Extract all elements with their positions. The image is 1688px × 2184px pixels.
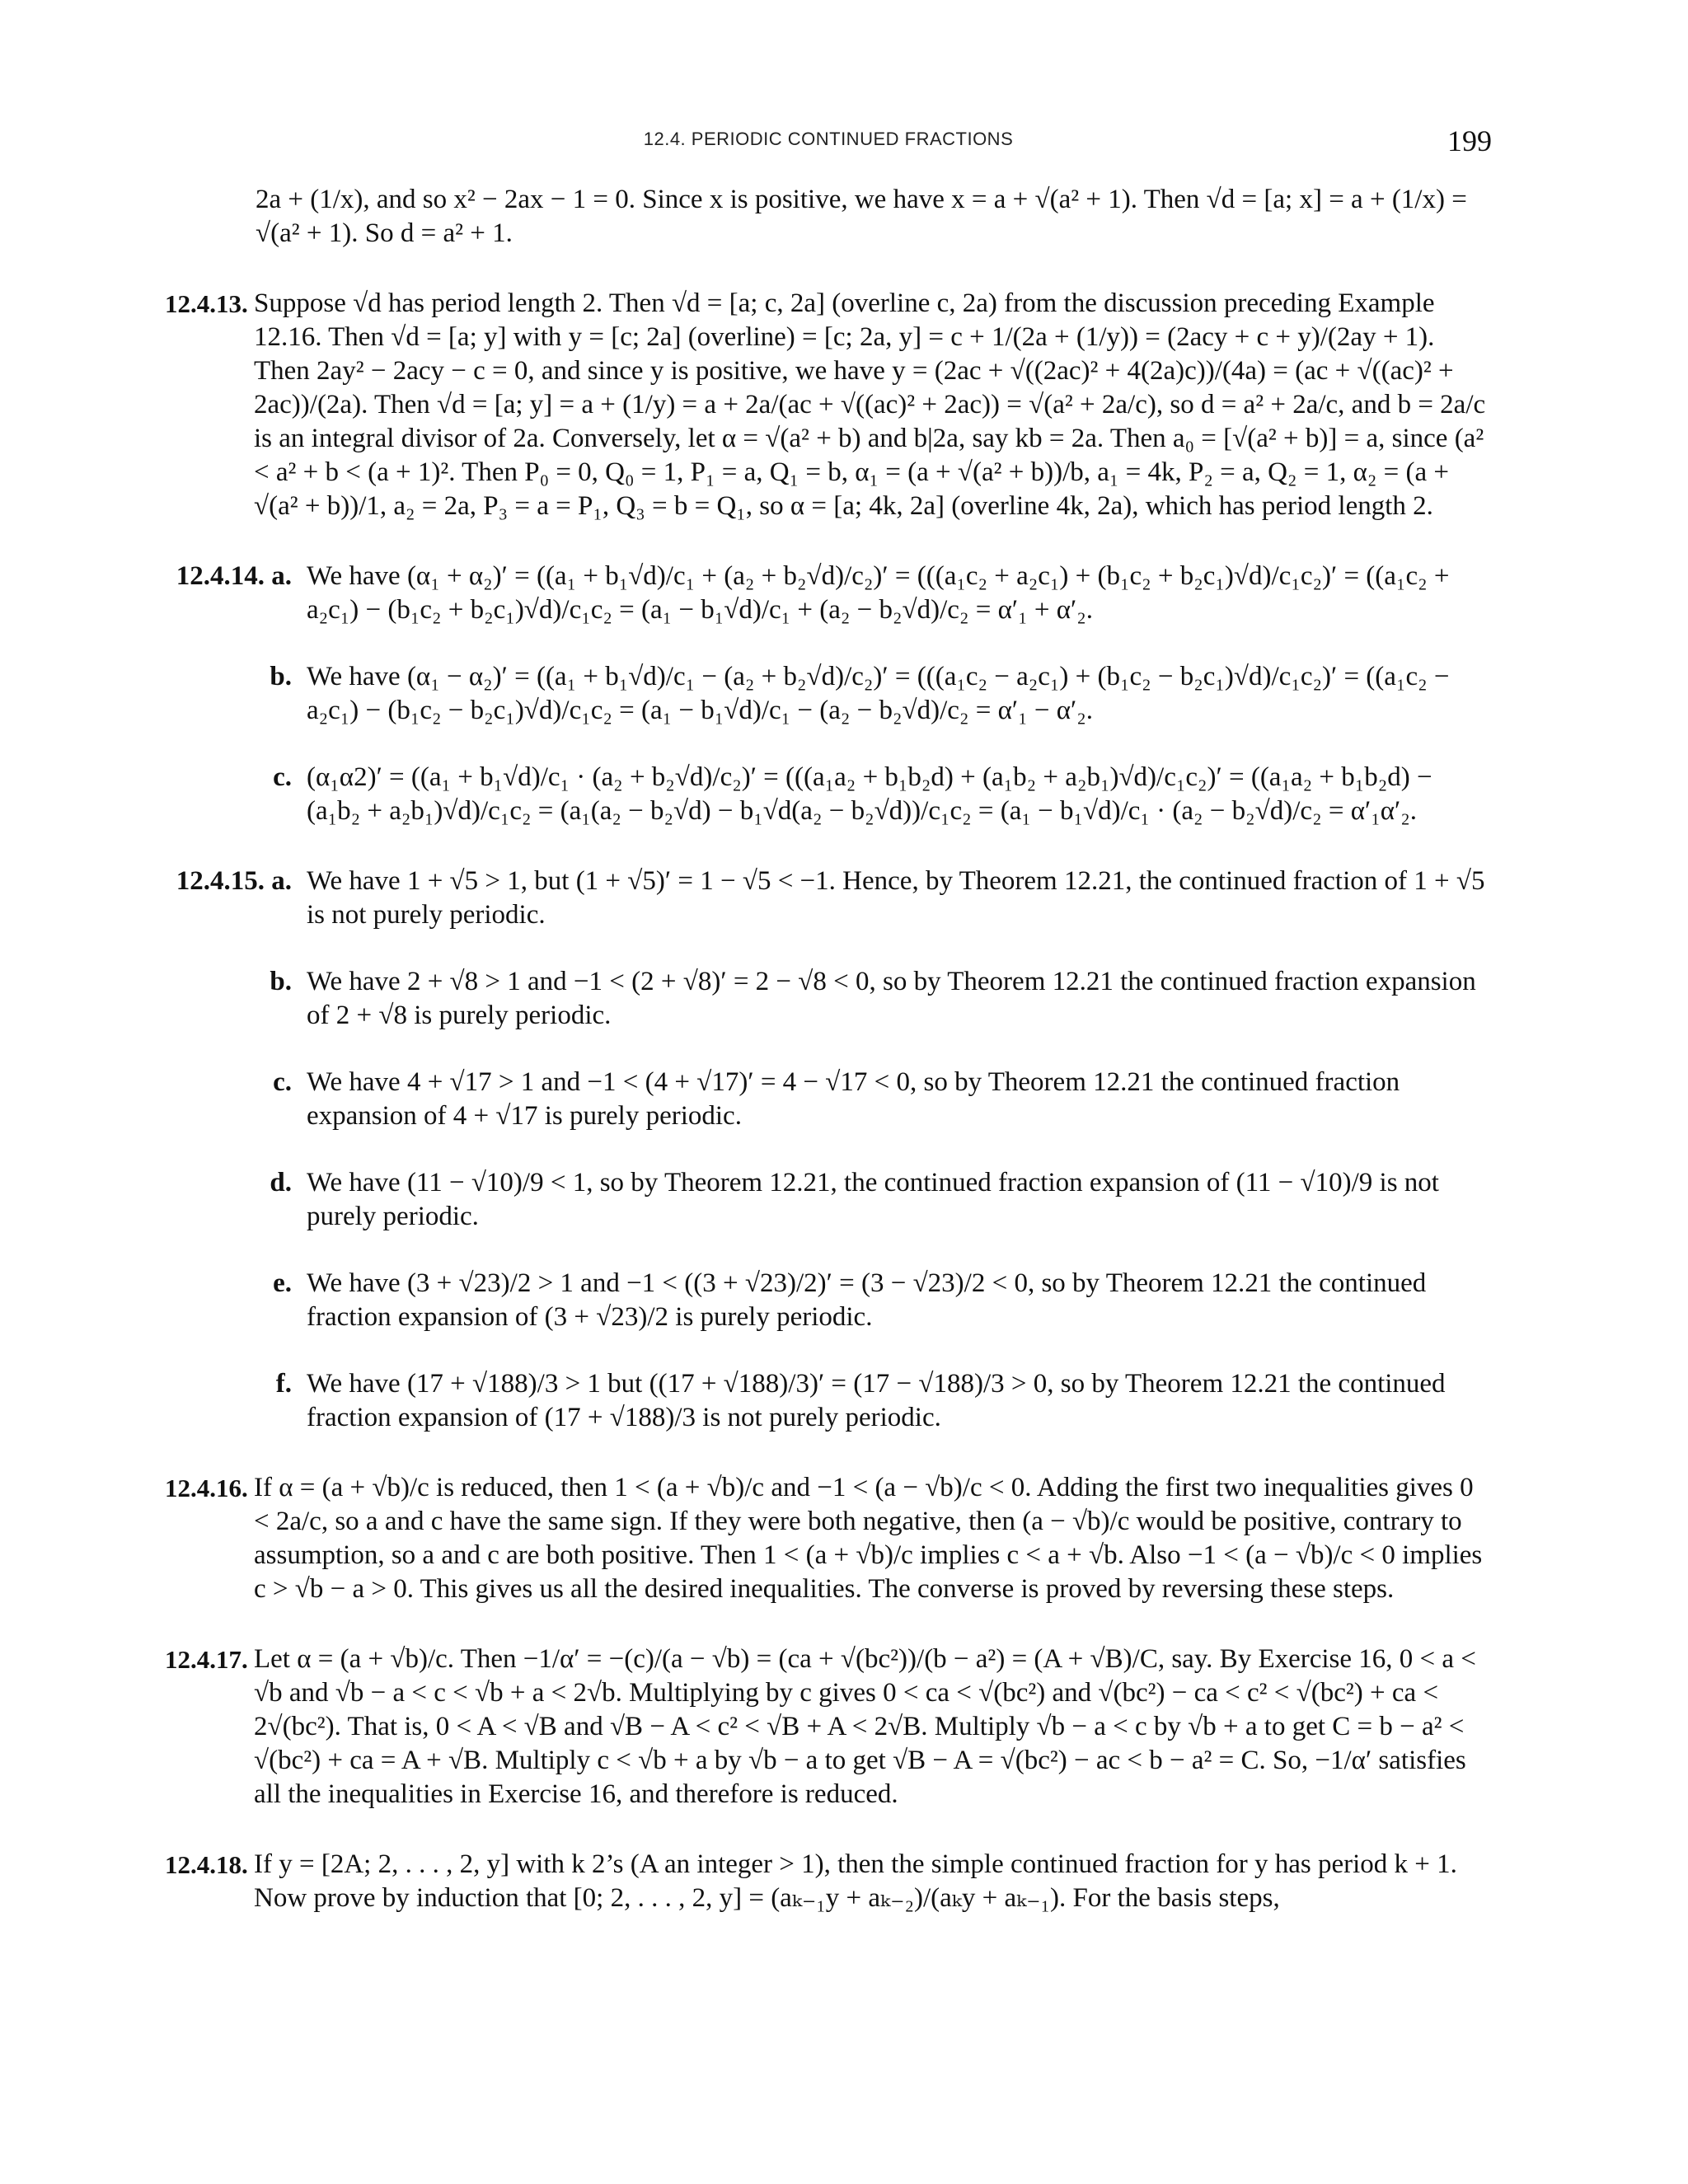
- continuation-paragraph: 2a + (1/x), and so x² − 2ax − 1 = 0. Since x is positive, we have x = a + √(a² + 1). Then √d = [a; x] = a + (1/x) = √(a² + 1). So d = a² + 1.: [256, 185, 1467, 248]
- part-text: We have (3 + √23)/2 > 1 and −1 < ((3 + √23)/2)′ = (3 − √23)/2 < 0, so by Theorem 12.21 the continued fraction expansion of (3 + √23)/2 is purely periodic.: [307, 1268, 1427, 1332]
- exercise-text: Suppose √d has period length 2. Then √d = [a; c, 2a] (overline c, 2a) from the discussion preceding Example 12.16. Then √d = [a; y] with y = [c; 2a] (overline) = [c; 2a, y] = c + 1/(2a + (1/y)) = (2acy + c + y)/(2ay + 1). Then 2ay² − 2acy − c = 0, and since y is positive, we have y = (2ac + √((2ac)² + 4(2a)c))/(4a) = (ac + √((ac)² + 2ac))/(2a). Then √d = [a; y] = a + (1/y) = a + 2a/(ac + √((ac)² + 2ac)) = √(a² + 2a/c), so d = a² + 2a/c, and b = 2a/c is an integral divisor of 2a. Conversely, let α = √(a² + b) and b|2a, say kb = 2a. Then a₀ = [√(a² + b)] = a, since (a² < a² + b < (a + 1)². Then P₀ = 0, Q₀ = 1, P₁ = a, Q₁ = b, α₁ = (a + √(a² + b))/b, a₁ = 4k, P₂ = a, Q₂ = 1, α₂ = (a + √(a² + b))/1, a₂ = 2a, P₃ = a = P₁, Q₃ = b = Q₁, so α = [a; 4k, 2a] (overline 4k, 2a), which has period length 2.: [254, 288, 1486, 521]
- exercise-number: 12.4.16.: [165, 1474, 248, 1502]
- part-text: (α₁α2)′ = ((a₁ + b₁√d)/c₁ · (a₂ + b₂√d)/c₂)′ = (((a₁a₂ + b₁b₂d) + (a₁b₂ + a₂b₁)√d)/c₁c₂)′ = ((a₁a₂ + b₁b₂d) − (a₁b₂ + a₂b₁)√d)/c₁c₂ = (a₁(a₂ − b₂√d) − b₁√d(a₂ − b₂√d))/c₁c₂ = (a₁ − b₁√d)/c₁ · (a₂ − b₂√d)/c₂ = α′₁α′₂.: [307, 762, 1432, 826]
- part-label: c.: [273, 1067, 292, 1097]
- page-number: 199: [1447, 124, 1492, 157]
- part-text: We have 1 + √5 > 1, but (1 + √5)′ = 1 − √5 < −1. Hence, by Theorem 12.21, the continued fraction of 1 + √5 is not purely periodic.: [307, 866, 1485, 930]
- exercise-12-4-16: [165, 1471, 1492, 1606]
- part-label: a.: [271, 561, 292, 591]
- part-text: We have 4 + √17 > 1 and −1 < (4 + √17)′ = 4 − √17 < 0, so by Theorem 12.21 the continued fraction expansion of 4 + √17 is purely periodic.: [307, 1067, 1400, 1131]
- part-text: We have (α₁ − α₂)′ = ((a₁ + b₁√d)/c₁ − (a₂ + b₂√d)/c₂)′ = (((a₁c₂ − a₂c₁) + (b₁c₂ − b₂c₁)√d)/c₁c₂)′ = ((a₁c₂ − a₂c₁) − (b₁c₂ − b₂c₁)√d)/c₁c₂ = (a₁ − b₁√d)/c₁ − (a₂ − b₂√d)/c₂ = α′₁ − α′₂.: [307, 662, 1450, 725]
- part-text: We have (α₁ + α₂)′ = ((a₁ + b₁√d)/c₁ + (a₂ + b₂√d)/c₂)′ = (((a₁c₂ + a₂c₁) + (b₁c₂ + b₂c₁)√d)/c₁c₂)′ = ((a₁c₂ + a₂c₁) − (b₁c₂ + b₂c₁)√d)/c₁c₂ = (a₁ − b₁√d)/c₁ + (a₂ − b₂√d)/c₂ = α′₁ + α′₂.: [307, 561, 1450, 625]
- exercise-number: 12.4.18.: [165, 1850, 248, 1879]
- exercise-12-4-14: [165, 560, 1492, 828]
- part-label: b.: [270, 662, 292, 691]
- exercise-number: 12.4.17.: [165, 1645, 248, 1674]
- exercise-part-a: [165, 865, 1492, 932]
- exercise-part-c: [165, 1066, 1492, 1133]
- exercise-part-b: [165, 660, 1492, 728]
- running-head: 12.4. PERIODIC CONTINUED FRACTIONS: [643, 129, 1014, 149]
- exercise-text: If α = (a + √b)/c is reduced, then 1 < (a + √b)/c and −1 < (a − √b)/c < 0. Adding the first two inequalities gives 0 < 2a/c, so a and c have the same sign. If they were both negative, then (a − √b)/c would be positive, contrary to assumption, so a and c are both positive. Then 1 < (a + √b)/c implies c < a + √b. Also −1 < (a − √b)/c < 0 implies c > √b − a > 0. This gives us all the desired inequalities. The converse is proved by reversing these steps.: [254, 1473, 1483, 1604]
- exercise-part-c: [165, 761, 1492, 828]
- exercise-12-4-18: [165, 1848, 1492, 1915]
- exercise-part-e: [165, 1267, 1492, 1334]
- part-label: d.: [270, 1168, 292, 1197]
- part-label: a.: [271, 866, 292, 896]
- exercise-text: Let α = (a + √b)/c. Then −1/α′ = −(c)/(a − √b) = (ca + √(bc²))/(b − a²) = (A + √B)/C, say. By Exercise 16, 0 < a < √b and √b − a < c < √b + a < 2√b. Multiplying by c gives 0 < ca < √(bc²) and √(bc²) − ca < c² < √(bc²) + ca < 2√(bc²). That is, 0 < A < √B and √B − A < c² < √B + A < 2√B. Multiply √b − a < c by √b + a to get C = b − a² < √(bc²) + ca = A + √B. Multiply c < √b + a by √b − a to get √B − A = √(bc²) − ac < b − a² = C. So, −1/α′ satisfies all the inequalities in Exercise 16, and therefore is reduced.: [254, 1644, 1476, 1809]
- exercise-number: 12.4.13.: [165, 289, 248, 318]
- page-header: [165, 124, 1492, 165]
- part-text: We have (17 + √188)/3 > 1 but ((17 + √188)/3)′ = (17 − √188)/3 > 0, so by Theorem 12.21 the continued fraction expansion of (17 + √188)/3 is not purely periodic.: [307, 1369, 1446, 1432]
- part-label: e.: [273, 1268, 292, 1298]
- exercise-part-d: [165, 1166, 1492, 1234]
- exercise-part-b: [165, 965, 1492, 1033]
- part-text: We have 2 + √8 > 1 and −1 < (2 + √8)′ = 2 − √8 < 0, so by Theorem 12.21 the continued fraction expansion of 2 + √8 is purely periodic.: [307, 967, 1476, 1030]
- exercise-part-f: [165, 1367, 1492, 1435]
- exercise-12-4-15: [165, 865, 1492, 1435]
- exercise-number: 12.4.15.: [176, 866, 265, 896]
- exercise-12-4-17: [165, 1643, 1492, 1811]
- part-text: We have (11 − √10)/9 < 1, so by Theorem 12.21, the continued fraction expansion of (11 − √10)/9 is not purely periodic.: [307, 1168, 1439, 1231]
- exercise-number: 12.4.14.: [176, 561, 265, 591]
- part-label: b.: [270, 967, 292, 996]
- exercise-text: If y = [2A; 2, . . . , 2, y] with k 2’s (A an integer > 1), then the simple continued fraction for y has period k + 1. Now prove by induction that [0; 2, . . . , 2, y] = (aₖ₋₁y + aₖ₋₂)/(aₖy + aₖ₋₁). For the basis steps,: [254, 1849, 1457, 1913]
- exercise-part-a: [165, 560, 1492, 627]
- part-label: f.: [275, 1369, 292, 1399]
- exercise-12-4-13: [165, 287, 1492, 523]
- part-label: c.: [273, 762, 292, 792]
- page-content: [165, 183, 1492, 1952]
